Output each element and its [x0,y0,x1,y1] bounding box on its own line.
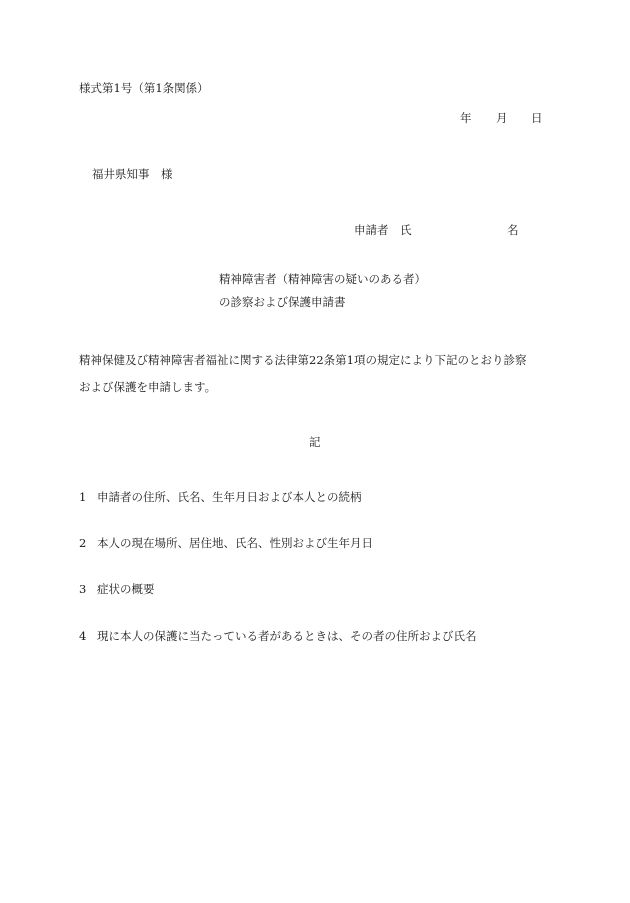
applicant-name-second-char: 名 [507,223,519,237]
list-item-number: 2 [79,536,87,550]
list-item [79,584,155,596]
date-year-label: 年 [460,111,472,125]
document-title-line-2: の診察および保護申請書 [219,295,346,309]
list-item-number: 4 [79,629,87,643]
applicant-label: 申請者 [354,223,389,237]
date-day-label: 日 [531,111,543,125]
ki-heading: 記 [309,435,321,449]
list-item-text: 症状の概要 [97,582,155,596]
list-item [79,492,362,504]
addressee: 福井県知事 様 [92,167,173,181]
applicant-name-first-char: 氏 [400,223,412,237]
list-item-text: 申請者の住所、氏名、生年月日および本人との続柄 [97,490,362,504]
form-number: 様式第1号（第1条関係） [79,81,209,95]
list-item-number: 3 [79,582,87,596]
list-item-text: 本人の現在場所、居住地、氏名、性別および生年月日 [97,536,373,550]
document-title-line-1: 精神障害者（精神障害の疑いのある者） [219,272,426,286]
body-text-line-2: および保護を申請します。 [79,380,217,394]
list-item [79,538,373,550]
date-month-label: 月 [496,111,508,125]
list-item-text: 現に本人の保護に当たっている者があるときは、その者の住所および氏名 [97,629,477,643]
list-item-number: 1 [79,490,87,504]
body-text-line-1: 精神保健及び精神障害者福祉に関する法律第22条第1項の規定により下記のとおり診察 [79,353,527,367]
list-item [79,631,477,643]
